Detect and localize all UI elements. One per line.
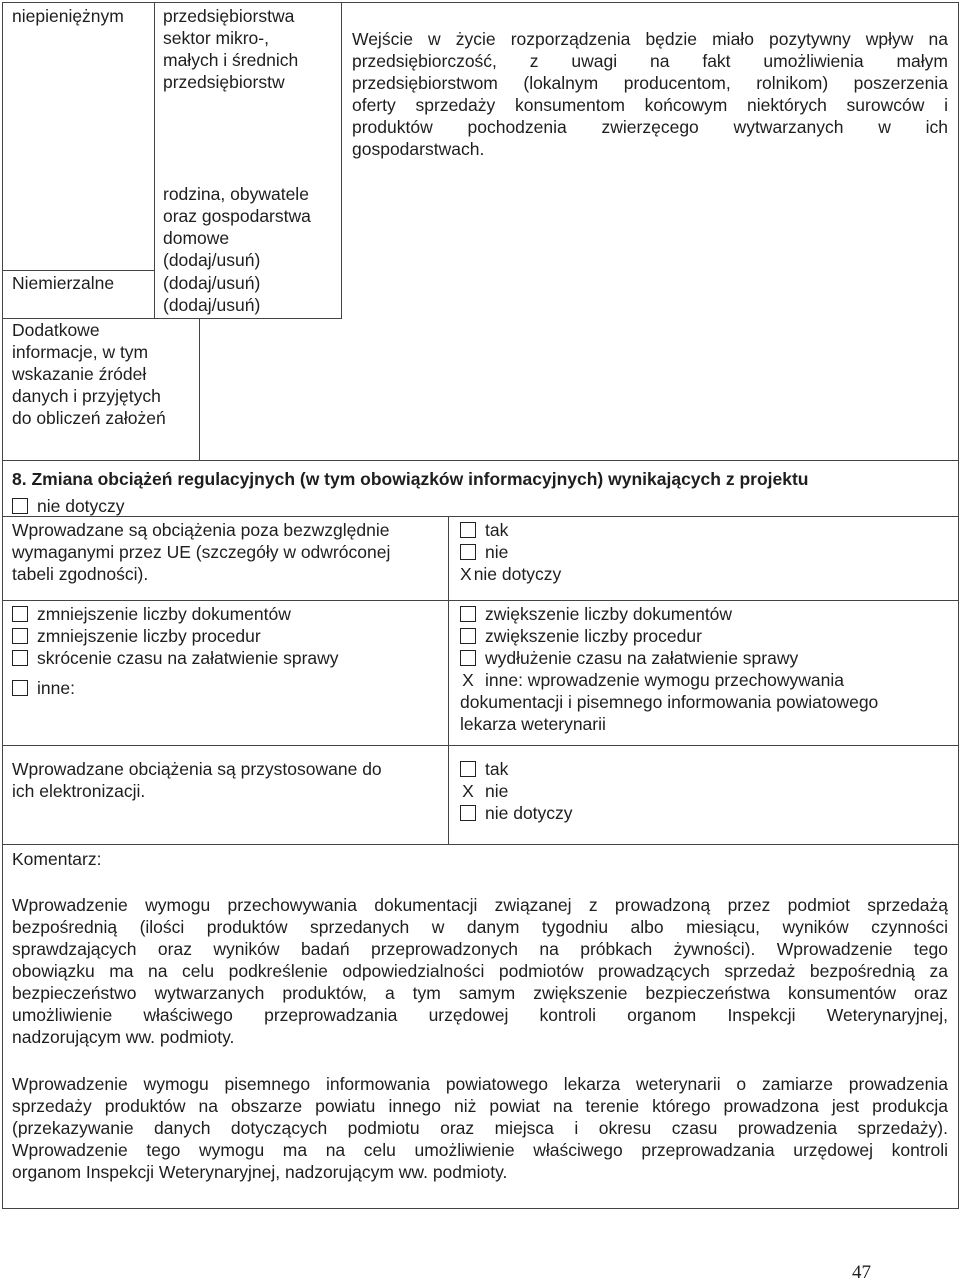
comment-line: Wprowadzenie tego wymogu ma na celu umożliwienie właściwego przeprowadzania urzędowej kontroli bbox=[12, 1140, 948, 1160]
x-mark-icon[interactable]: X bbox=[460, 564, 472, 584]
label-line: Dodatkowe bbox=[12, 320, 100, 340]
group-line: domowe bbox=[163, 228, 230, 248]
reduction-options bbox=[12, 603, 339, 699]
table-right-border bbox=[958, 2, 959, 1208]
section8-heading: 8. Zmiana obciążeń regulacyjnych (w tym obowiązków informacyjnych) wynikających z projektu bbox=[12, 469, 809, 489]
q1-options bbox=[460, 519, 561, 585]
option-longer-time[interactable] bbox=[460, 647, 878, 669]
table-bottom-border bbox=[2, 1208, 959, 1209]
checkbox-icon[interactable] bbox=[460, 761, 476, 777]
option-label: nie dotyczy bbox=[37, 496, 125, 516]
increase-options bbox=[460, 603, 878, 735]
question-line: ich elektronizacji. bbox=[12, 781, 146, 801]
checkbox-icon[interactable] bbox=[460, 650, 476, 666]
add-remove-link[interactable]: (dodaj/usuń) bbox=[163, 250, 261, 270]
table-top-border bbox=[2, 2, 958, 3]
section8-middle-divider bbox=[448, 516, 449, 844]
option-label: nie bbox=[485, 542, 509, 562]
question-line: Wprowadzane obciążenia są przystosowane do bbox=[12, 759, 382, 779]
option-label: zwiększenie liczby dokumentów bbox=[485, 604, 733, 624]
q2-option-nie-dotyczy[interactable] bbox=[460, 802, 573, 824]
table-left-border bbox=[2, 2, 3, 1208]
col-divider-extra bbox=[199, 318, 200, 460]
desc-line: Wejście w życie rozporządzenia będzie miało pozytywny wpływ na bbox=[352, 29, 948, 49]
desc-line: oferty sprzedaży konsumentom końcowym niektórych surowców i bbox=[352, 95, 948, 115]
checkbox-icon[interactable] bbox=[460, 606, 476, 622]
option-shorter-time[interactable] bbox=[12, 647, 339, 669]
option-other-continuation: lekarza weterynarii bbox=[460, 714, 606, 734]
impact-label-unmeasurable: Niemierzalne bbox=[12, 273, 115, 293]
group-line: przedsiębiorstwa bbox=[163, 6, 295, 26]
impact-label-non-monetary: niepieniężnym bbox=[12, 6, 124, 26]
impact-description-sme bbox=[352, 28, 948, 160]
checkbox-icon[interactable] bbox=[12, 498, 28, 514]
impact-group-households bbox=[163, 183, 311, 271]
comment-line: nadzorującym ww. podmioty. bbox=[12, 1027, 235, 1047]
comment-line: bezpieczeństwo wytwarzanych produktów, a tym samym zwiększenie bezpieczeństwa konsumentów oraz bbox=[12, 983, 948, 1003]
x-mark-icon[interactable]: X bbox=[462, 781, 474, 801]
checkbox-icon[interactable] bbox=[12, 680, 28, 696]
checkbox-icon[interactable] bbox=[460, 522, 476, 538]
option-label: wydłużenie czasu na załatwienie sprawy bbox=[485, 648, 799, 668]
not-applicable-option[interactable] bbox=[12, 495, 125, 517]
label-line: do obliczeń założeń bbox=[12, 408, 166, 428]
col-divider-1 bbox=[154, 2, 155, 318]
checkbox-icon[interactable] bbox=[12, 606, 28, 622]
comment-line: organom Inspekcji Weterynaryjnej, nadzorującym ww. podmioty. bbox=[12, 1162, 508, 1182]
option-label: skrócenie czasu na załatwienie sprawy bbox=[37, 648, 339, 668]
option-label: zwiększenie liczby procedur bbox=[485, 626, 702, 646]
group-line: małych i średnich bbox=[163, 50, 299, 70]
desc-line: przedsiębiorczość, z uwagi na fakt umożliwienia małym bbox=[352, 51, 948, 71]
comment-line: umożliwienie właściwego przeprowadzania urzędowej kontroli organom Inspekcji Weterynaryjnej, bbox=[12, 1005, 948, 1025]
group-line: rodzina, obywatele bbox=[163, 184, 309, 204]
option-more-procedures[interactable] bbox=[460, 625, 878, 647]
add-remove-link[interactable]: (dodaj/usuń) bbox=[163, 273, 261, 293]
section8-top-border bbox=[2, 460, 958, 461]
option-other[interactable] bbox=[12, 677, 339, 699]
question-electronization bbox=[12, 758, 382, 802]
question-line: tabeli zgodności). bbox=[12, 564, 149, 584]
comment-label: Komentarz: bbox=[12, 849, 102, 869]
option-label: zmniejszenie liczby dokumentów bbox=[37, 604, 291, 624]
label-line: informacje, w tym bbox=[12, 342, 149, 362]
option-fewer-procedures[interactable] bbox=[12, 625, 339, 647]
additional-info-label bbox=[12, 319, 166, 429]
option-label: tak bbox=[485, 759, 509, 779]
desc-line: produktów pochodzenia zwierzęcego wytwarzanych w ich bbox=[352, 117, 948, 137]
group-line: oraz gospodarstwa bbox=[163, 206, 311, 226]
q1-option-tak[interactable] bbox=[460, 519, 561, 541]
comment-line: Wprowadzenie wymogu przechowywania dokumentacji związanej z prowadzoną przez podmiot sprzedażą bbox=[12, 895, 948, 915]
q2-options bbox=[460, 758, 573, 824]
option-label: nie dotyczy bbox=[485, 803, 573, 823]
question-line: wymaganymi przez UE (szczegóły w odwróconej bbox=[12, 542, 391, 562]
option-other-selected[interactable] bbox=[460, 669, 878, 691]
page-number: 47 bbox=[852, 1262, 871, 1283]
option-other-continuation: dokumentacji i pisemnego informowania powiatowego bbox=[460, 692, 879, 712]
option-label: nie bbox=[485, 781, 509, 801]
question-burdens-beyond-eu bbox=[12, 519, 390, 585]
checkbox-icon[interactable] bbox=[12, 650, 28, 666]
label-line: wskazanie źródeł bbox=[12, 364, 147, 384]
option-label: tak bbox=[485, 520, 509, 540]
comment-line: Wprowadzenie wymogu pisemnego informowania powiatowego lekarza weterynarii o zamiarze prowadzenia bbox=[12, 1074, 948, 1094]
checkbox-icon[interactable] bbox=[460, 628, 476, 644]
section8-divider-c bbox=[2, 745, 958, 746]
comment-line: (przekazywanie danych dotyczących podmiotu oraz miejsca i okresu czasu prowadzenia sprzedaży). bbox=[12, 1118, 948, 1138]
option-label: zmniejszenie liczby procedur bbox=[37, 626, 261, 646]
group-line: przedsiębiorstw bbox=[163, 72, 285, 92]
option-label: inne: bbox=[37, 678, 75, 698]
option-more-documents[interactable] bbox=[460, 603, 878, 625]
impact-group-sme bbox=[163, 5, 298, 93]
checkbox-icon[interactable] bbox=[460, 544, 476, 560]
unmeasurable-groups bbox=[163, 272, 260, 316]
q1-option-nie[interactable] bbox=[460, 541, 561, 563]
comment-paragraph-1 bbox=[12, 894, 948, 1048]
label-line: danych i przyjętych bbox=[12, 386, 161, 406]
q2-option-nie[interactable] bbox=[460, 780, 573, 802]
option-label: nie dotyczy bbox=[473, 564, 562, 584]
q1-option-nie-dotyczy[interactable] bbox=[460, 563, 561, 585]
desc-line: przedsiębiorstwom (lokalnym producentom, rolnikom) poszerzenia bbox=[352, 73, 948, 93]
add-remove-link[interactable]: (dodaj/usuń) bbox=[163, 295, 261, 315]
comment-line: sprawdzających oraz wyników badań przeprowadzonych na próbkach żywności). Wprowadzenie tego bbox=[12, 939, 948, 959]
group-line: sektor mikro-, bbox=[163, 28, 269, 48]
desc-line: gospodarstwach. bbox=[352, 139, 485, 159]
section8-divider-d bbox=[2, 844, 958, 845]
checkbox-icon[interactable] bbox=[460, 805, 476, 821]
section8-divider-b bbox=[2, 600, 958, 601]
comment-line: bezpośrednią (ilości produktów sprzedanych w danym tygodniu albo miesiącu, wyników czynności bbox=[12, 917, 948, 937]
question-line: Wprowadzane są obciążenia poza bezwzględnie bbox=[12, 520, 390, 540]
row-divider-nieme-top bbox=[2, 270, 154, 271]
section8-divider-a bbox=[2, 516, 958, 517]
checkbox-icon[interactable] bbox=[12, 628, 28, 644]
q2-option-tak[interactable] bbox=[460, 758, 573, 780]
comment-line: sprzedaży produktów na obszarze powiatu innego niż powiat na terenie którego prowadzona jest produkcja bbox=[12, 1096, 948, 1116]
col-divider-2 bbox=[341, 2, 342, 318]
option-fewer-documents[interactable] bbox=[12, 603, 339, 625]
comment-paragraph-2 bbox=[12, 1073, 948, 1183]
comment-line: obowiązku ma na celu podkreślenie odpowiedzialności podmiotów prowadzących sprzedaż bezpośrednią za bbox=[12, 961, 948, 981]
option-label: inne: wprowadzenie wymogu przechowywania bbox=[485, 670, 844, 690]
x-mark-icon[interactable]: X bbox=[462, 670, 474, 690]
